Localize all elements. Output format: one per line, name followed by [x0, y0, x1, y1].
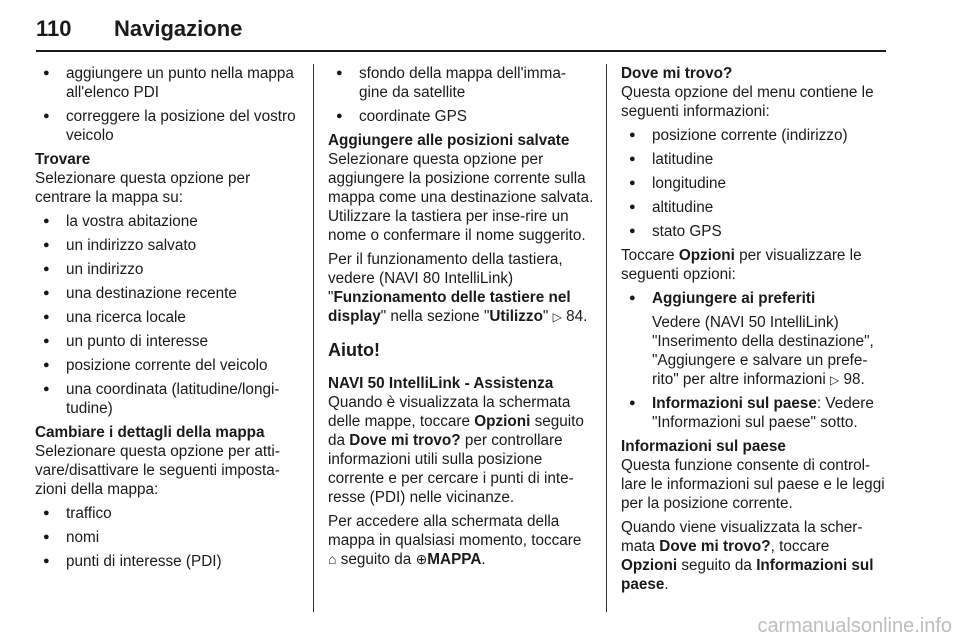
text: .: [481, 551, 486, 568]
bullet-list-trovare: [35, 212, 297, 418]
section-heading-cambiare: Cambiare i dettagli della mappa: [35, 424, 265, 441]
list-item: ● aggiungere un punto nella mappa all'elenco PDI: [35, 64, 297, 102]
term-dove-mi-trovo: Dove mi trovo?: [659, 538, 771, 555]
term-opzioni: Opzioni: [621, 557, 678, 574]
text: Quando è visualizzata la schermata delle mappe, toccare: [328, 394, 571, 430]
bullet-list-top: [35, 64, 297, 145]
list-item: ● un indirizzo salvato: [35, 236, 297, 255]
list-item: [621, 289, 889, 308]
option-aggiungere-preferiti: Aggiungere ai preferiti: [652, 290, 816, 307]
section-heading-info-paese: Informazioni sul paese: [621, 438, 786, 455]
list-item: ● un indirizzo: [35, 260, 297, 279]
text: : Vedere "Informazioni sul paese" sotto.: [652, 395, 874, 431]
paragraph: [621, 518, 889, 594]
page-title: Navigazione: [114, 16, 243, 41]
header-rule: [36, 50, 886, 52]
column-divider-1: [313, 64, 314, 612]
page-header: [36, 8, 886, 54]
link-funzionamento[interactable]: Funzionamento delle tastiere nel display: [328, 289, 571, 325]
bullet-list-options-2: [621, 394, 889, 432]
list-item: ● altitudine: [621, 198, 889, 217]
page-ref[interactable]: 98.: [839, 371, 865, 388]
subheading-assistenza: NAVI 50 IntelliLink - Assistenza: [328, 375, 554, 392]
text: " nella sezione ": [380, 308, 490, 325]
list-item: ● la vostra abitazione: [35, 212, 297, 231]
text: seguito da: [328, 413, 584, 449]
column-2: [328, 64, 594, 574]
text: per visualizzare le seguenti opzioni:: [621, 247, 862, 283]
watermark: carmanualsonline.info: [757, 615, 952, 637]
text: seguito da: [336, 551, 416, 568]
paragraph: Selezionare questa opzione per atti-vare/disattivare le seguenti imposta-zioni della mappa:: [35, 443, 280, 498]
term-mappa: MAPPA: [427, 551, 482, 568]
paragraph: [328, 512, 594, 569]
list-item: ● correggere la posizione del vostro veicolo: [35, 107, 297, 145]
term-opzioni: Opzioni: [678, 247, 735, 264]
bullet-list-cambiare: [35, 504, 297, 571]
list-item: ● posizione corrente (indirizzo): [621, 126, 889, 145]
column-divider-2: [606, 64, 607, 612]
paragraph: Questa opzione del menu contiene le seguenti informazioni:: [621, 84, 874, 120]
list-item: ● posizione corrente del veicolo: [35, 356, 297, 375]
text: seguito da: [677, 557, 757, 574]
column-1: [35, 64, 297, 576]
paragraph: Selezionare questa opzione per aggiungere la posizione corrente sulla mappa come una destinazione salvata. Utilizzare la tastiera per inse-rire un nome o confermare il nome suggerito.: [328, 151, 594, 244]
page-number: 110: [36, 16, 72, 41]
paragraph: [328, 393, 594, 507]
map-icon: ⊕: [415, 551, 428, 567]
page-ref-arrow-icon: ▷: [830, 373, 840, 387]
text: Per il funzionamento della tastiera, vedere (NAVI 80 IntelliLink): [328, 251, 563, 287]
list-item: ● longitudine: [621, 174, 889, 193]
paragraph: Selezionare questa opzione per centrare la mappa su:: [35, 170, 251, 206]
list-item: ● una ricerca locale: [35, 308, 297, 327]
list-item: ● un punto di interesse: [35, 332, 297, 351]
list-item: ● una destinazione recente: [35, 284, 297, 303]
home-icon: ⌂: [328, 551, 337, 567]
section-heading-aggiungere: Aggiungere alle posizioni salvate: [328, 132, 570, 149]
term-dove-mi-trovo: Dove mi trovo?: [349, 432, 461, 449]
section-heading-trovare: Trovare: [35, 151, 91, 168]
paragraph: [621, 246, 889, 284]
option-detail: [621, 313, 889, 390]
list-item: ● traffico: [35, 504, 297, 523]
option-informazioni-paese: Informazioni sul paese: [652, 395, 817, 412]
section-title-aiuto: Aiuto!: [328, 340, 380, 360]
text: Per accedere alla schermata della mappa in qualsiasi momento, toccare: [328, 513, 582, 549]
page-ref[interactable]: 84.: [561, 308, 588, 325]
list-item: ● stato GPS: [621, 222, 889, 241]
list-item: ● sfondo della mappa dell'imma-gine da satellite: [328, 64, 594, 102]
page-ref-arrow-icon: ▷: [552, 310, 562, 324]
list-item: ● punti di interesse (PDI): [35, 552, 297, 571]
section-heading-dove: Dove mi trovo?: [621, 65, 733, 82]
term-opzioni: Opzioni: [474, 413, 531, 430]
text: Toccare: [621, 247, 679, 264]
term-informazioni-paese: Informazioni sul paese: [621, 557, 874, 593]
list-item: ● nomi: [35, 528, 297, 547]
text: Quando viene visualizzata la scher-mata: [621, 519, 863, 555]
list-item: [621, 394, 889, 432]
text: , toccare: [770, 538, 830, 555]
bullet-list-dove: [621, 126, 889, 241]
text: .: [664, 576, 669, 593]
list-item: ● latitudine: [621, 150, 889, 169]
list-item: ● una coordinata (latitudine/longi-tudine): [35, 380, 297, 418]
text: ": [542, 308, 553, 325]
paragraph-keyboard-reference: [328, 250, 594, 327]
text: ": [328, 289, 334, 306]
bullet-list-options: [621, 289, 889, 308]
column-3: [621, 64, 889, 599]
text: per controllare informazioni utili sulla posizione corrente e per cercare i punti di inte-resse (PDI) nelle vicinanze.: [328, 432, 574, 506]
paragraph: Questa funzione consente di control-lare le informazioni sul paese e le leggi per la posizione corrente.: [621, 457, 885, 512]
list-item: ● coordinate GPS: [328, 107, 594, 126]
bullet-list-top: [328, 64, 594, 126]
link-utilizzo[interactable]: Utilizzo: [489, 308, 543, 325]
text: Vedere (NAVI 50 IntelliLink) "Inserimento della destinazione", "Aggiungere e salvare un prefe-rito" per altre informazioni: [652, 314, 874, 388]
